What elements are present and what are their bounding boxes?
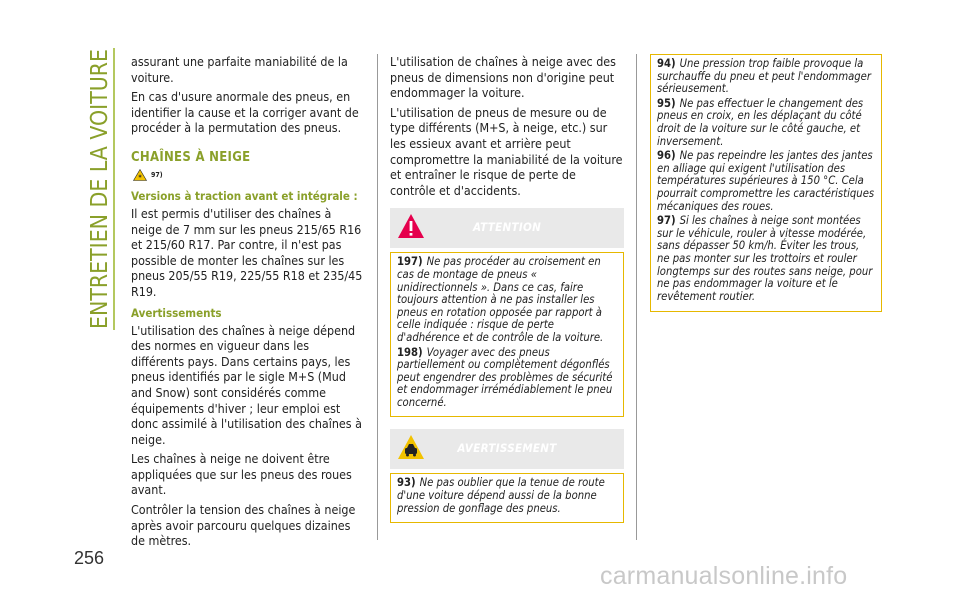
paragraph: Contrôler la tension des chaînes à neige après avoir parcouru quelques dizaines de mètres. [131,502,356,549]
column-divider [636,54,637,540]
section-title-vertical [74,48,118,330]
svg-text:*: * [138,173,142,181]
snow-warning-icon [133,169,147,181]
note-93: 93) Ne pas oublier que la tenue de route d'une voiture dépend aussi de la bonne pression de gonflage des pneus. [397,476,605,515]
column-divider [377,54,378,540]
subheading-avertissements: Avertissements [131,305,222,320]
warning-header [390,429,624,469]
note-ref: 97) [151,170,163,179]
note-97: 97) Si les chaînes à neige sont montées sur le véhicule, rouler à vitesse modérée, sans dépasser 50 km/h. Éviter les trous, ne pas monter sur les trottoirs et rouler longtemps sur des routes sans neige, pour ne pas endommager la voiture et le revêtement routier. [657,214,873,303]
note-95: 95) Ne pas effectuer le changement des pneus en croix, en les déplaçant du côté droit de la voiture sur le côté gauche, et inversement. [657,96,864,148]
attention-notes [390,252,624,417]
note-96: 96) Ne pas repeindre les jantes des jantes en alliage qui exigent l'utilisation des températures supérieures à 150 °C. Cela pourrait compromettre les caractéristiques mécaniques des roues. [657,149,875,213]
warning-notes [390,473,624,523]
paragraph: En cas d'usure anormale des pneus, en identifier la cause et la corriger avant de procéder à la permutation des pneus. [131,89,359,136]
section-title: ENTRETIEN DE LA VOITURE [87,48,113,329]
attention-title: ATTENTION [472,220,542,235]
attention-header [390,208,624,248]
page-number: 256 [74,548,105,568]
column-3 [650,54,882,312]
paragraph: Il est permis d'utiliser des chaînes à neige de 7 mm sur les pneus 215/65 R16 et 215/60 R17. Par contre, il n'est pas possible de monter les chaînes sur les pneus 205/55 R19, 225/55 R18 et 235/45 R19. [131,205,363,299]
subheading-versions: Versions à traction avant et intégrale : [131,188,358,203]
paragraph: assurant une parfaite maniabilité de la voiture. [131,54,348,85]
warning-title: AVERTISSEMENT [457,441,557,456]
heading-snow-chains: CHAÎNES À NEIGE [131,149,251,165]
warning-notes-continued [650,54,882,312]
column-2 [390,54,624,523]
note-94: 94) Une pression trop faible provoque la surchauffe du pneu et peut l'endommager sérieusement. [657,57,872,96]
paragraph: L'utilisation des chaînes à neige dépend des normes en vigueur dans les différents pays. Dans certains pays, les pneus identifiés par le sigle M+S (Mud and Snow) sont considérés comme équipements d'hiver ; leur emploi est donc assimilé à l'utilisation des chaînes à neige. [131,322,362,447]
paragraph: Les chaînes à neige ne doivent être appliquées que sur les pneus des roues avant. [131,451,352,498]
watermark: carmanualsonline.info [600,562,848,590]
paragraph: L'utilisation de pneus de mesure ou de type différents (M+S, à neige, etc.) sur les essieux avant et arrière peut compromettre la maniabilité de la voiture et entraîner le risque de perte de contrôle et d'accidents. [390,104,623,198]
column-1 [131,54,363,553]
note-198: 198) Voyager avec des pneus partiellement ou complètement dégonflés peut engendrer des problèmes de sécurité et endommager irrémédiablement le pneu concerné. [397,345,613,409]
snow-chain-ref [133,169,363,181]
paragraph: L'utilisation de chaînes à neige avec des pneus de dimensions non d'origine peut endommager la voiture. [390,54,616,101]
note-197: 197) Ne pas procéder au croisement en cas de montage de pneus « unidirectionnels ». Dans ce cas, faire toujours attention à ne pas installer les pneus en rotation opposée par rapport à celle indiquée : risque de perte d'adhérence et de contrôle de la voiture. [397,255,604,344]
